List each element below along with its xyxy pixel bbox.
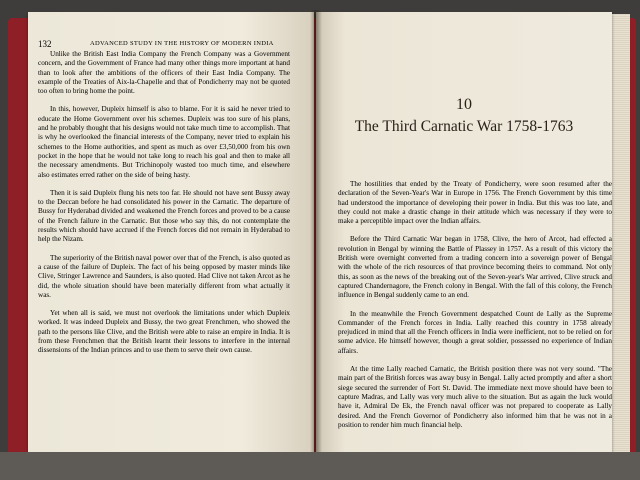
paragraph: In the meanwhile the French Government despatched Count de Lally as the Supreme Commander of the French forces in India. Lally reached this country in 1758 already prejudiced in mind that all the French officers in India were inefficient, not to be relied on for some advice. He himself however, though a great soldier, possessed no experience of Indian affairs.: [338, 309, 612, 355]
chapter-title: The Third Carnatic War 1758-1763: [354, 118, 574, 135]
page-fore-edge: [612, 14, 630, 452]
paragraph: Then it is said Dupleix flung his nets too far. He should not have sent Bussy away to the Deccan before he had consolidated his power in the Carnatic. The departure of Bussy for Hyderabad divided and weakened the French forces and proved to be a cause of the French failure in the Carnatic. But those who say this, do not contemplate the results which should have accrued if the French forces did not remain in Hyderabad to help the Nizam.: [38, 188, 290, 244]
table-surface: [0, 452, 640, 480]
right-page-body: [338, 180, 612, 439]
paragraph: At the time Lally reached Carnatic, the British position there was not very sound. "The main part of the British forces was away busy in Bengal. Lally acted promptly and after a short siege secured the surrender of Fort St. David. The immediate next move should have been to capture Madras, and Lally was very much alive to the situation. But as again the luck would have it, Admiral De Ek, the French naval officer was not prepared to cooperate as Lally desired. And the French Governor of Pondicherry also informed him that he was not in a position to render him much financial help.: [338, 365, 612, 429]
running-head: ADVANCED STUDY IN THE HISTORY OF MODERN INDIA: [90, 40, 274, 47]
paragraph: In this, however, Dupleix himself is also to blame. For it is said he never tried to educate the Home Government over his schemes. Dupleix was too sure of his plans, and he probably thought that his designs would not take much time to accomplish. That is why he overlooked the financial interests of the Company, never tried to explain his schemes to the Home authorities, and spent as much as over £3,50,000 from his own pocket in the hope that he would not take long to reach his goal and then to make all the necessary amendments. But Trichinopoly wasted too much time, and elsewhere also estimates erred rather on the side of being hasty.: [38, 105, 290, 179]
paragraph: Yet when all is said, we must not overlook the limitations under which Dupleix worked. It was indeed Dupleix and Bussy, the two great Frenchmen, who showed the path to the persons like Clive, and the British were able to raise an empire in India. It is from these Frenchmen that the British learnt their lessons to interfere in the internal dissensions of the Indian princes and to use them to serve their own cause.: [38, 309, 290, 355]
paragraph: Unlike the British East India Company the French Company was a Government concern, and the Government of France had many other things more important at hand than to look after the ambitions of the officers of their East India Company. The example of the Treaties of Aix-la-Chapelle and that of Pondicherry may not be quoted too often to bring home the point.: [38, 50, 290, 96]
paragraph: The hostilities that ended by the Treaty of Pondicherry, were soon resumed after the declaration of the Seven-Year's War in Europe in 1756. The French Government by this time had understood the importance of developing their power in India. But this was too late, and they could not make a drastic change in their attitude which was necessary if they were to make a perceptible impact over the Indian affairs.: [338, 180, 612, 226]
paragraph: The superiority of the British naval power over that of the French, is also quoted as a cause of the failure of Dupleix. The fact of his being opposed by master minds like Clive, Stringer Lawrence and Saunders, is also quoted. Had Clive not taken Arcot as he did, the whole situation should have been materially different from what actually it was.: [38, 253, 290, 299]
paragraph: Before the Third Carnatic War began in 1758, Clive, the hero of Arcot, had effected a revolution in Bengal by winning the Battle of Plassey in 1757. As a result of this victory the British were overnight converted from a trading concern into a sovereign power of Bengal with the whole of the rich resources of that province becoming theirs to command. Not only this, as soon as the news of the breaking out of the Seven-year's War arrived, Clive struck and captured Chandernagore, the French colony in Bengal. With the fall of this colony, the French influence in Bengal suddenly came to an end.: [338, 235, 612, 300]
book-gutter: [310, 10, 322, 458]
left-page-body: [38, 50, 290, 365]
chapter-number: 10: [456, 96, 472, 113]
page-number: 132: [38, 39, 52, 49]
